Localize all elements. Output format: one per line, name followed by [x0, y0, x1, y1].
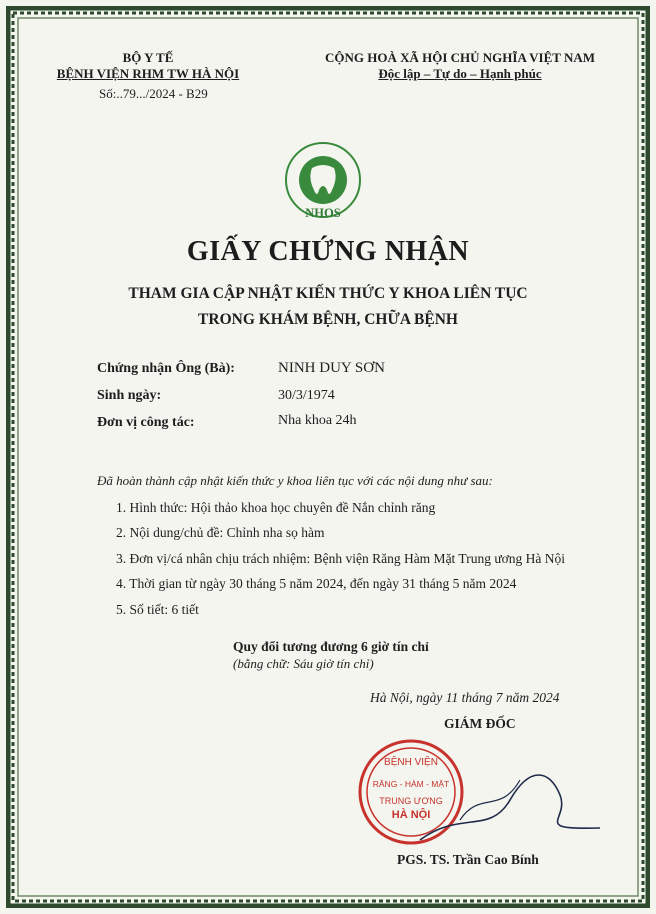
stamp-line-4: HÀ NỘI [391, 809, 431, 821]
ministry-name: BỘ Y TẾ [122, 50, 174, 65]
certificate-title: GIẤY CHỨNG NHẬN [186, 236, 470, 267]
content-item-5: 5. Số tiết: 6 tiết [116, 602, 199, 617]
subtitle-line-1: THAM GIA CẬP NHẬT KIẾN THỨC Y KHOA LIÊN TỤC [128, 285, 528, 302]
document-number: Số:..79.../2024 - B29 [99, 86, 208, 101]
field-label-workplace: Đơn vị công tác: [97, 415, 195, 430]
stamp-line-3: TRUNG ƯƠNG [379, 796, 443, 806]
stamp-line-1: BỆNH VIỆN [384, 757, 438, 768]
motto: Độc lập – Tự do – Hạnh phúc [378, 66, 542, 81]
field-value-workplace: Nha khoa 24h [278, 413, 357, 428]
field-label-name: Chứng nhận Ông (Bà): [97, 361, 235, 376]
content-item-1: 1. Hình thức: Hội thảo khoa học chuyên đề Nắn chỉnh răng [116, 500, 436, 515]
field-value-birthdate: 30/3/1974 [278, 388, 335, 403]
signer-title: GIÁM ĐỐC [444, 716, 516, 731]
content-item-4: 4. Thời gian từ ngày 30 tháng 5 năm 2024, đến ngày 31 tháng 5 năm 2024 [116, 576, 517, 591]
content-item-2: 2. Nội dung/chủ đề: Chỉnh nha sọ hàm [116, 525, 325, 540]
field-value-name: NINH DUY SƠN [278, 360, 385, 376]
hospital-name: BỆNH VIỆN RHM TW HÀ NỘI [56, 66, 240, 81]
content-item-3: 3. Đơn vị/cá nhân chịu trách nhiệm: Bệnh viện Răng Hàm Mặt Trung ương Hà Nội [116, 551, 566, 566]
credit-equivalent: Quy đổi tương đương 6 giờ tín chỉ [233, 639, 429, 654]
place-and-date: Hà Nội, ngày 11 tháng 7 năm 2024 [370, 690, 560, 705]
country-name: CỘNG HOÀ XÃ HỘI CHỦ NGHĨA VIỆT NAM [324, 50, 596, 65]
signer-name: PGS. TS. Trần Cao Bính [397, 852, 539, 867]
field-label-birthdate: Sinh ngày: [97, 388, 162, 403]
handwritten-signature [400, 760, 610, 850]
logo-abbreviation: NHOS [305, 206, 341, 220]
completion-intro: Đã hoàn thành cập nhật kiến thức y khoa liên tục với các nội dung như sau: [97, 473, 493, 488]
subtitle-line-2: TRONG KHÁM BỆNH, CHỮA BỆNH [198, 311, 458, 328]
stamp-line-2: RĂNG - HÀM - MẶT [372, 779, 450, 789]
credit-equivalent-words: (bằng chữ: Sáu giờ tín chỉ) [233, 656, 374, 671]
